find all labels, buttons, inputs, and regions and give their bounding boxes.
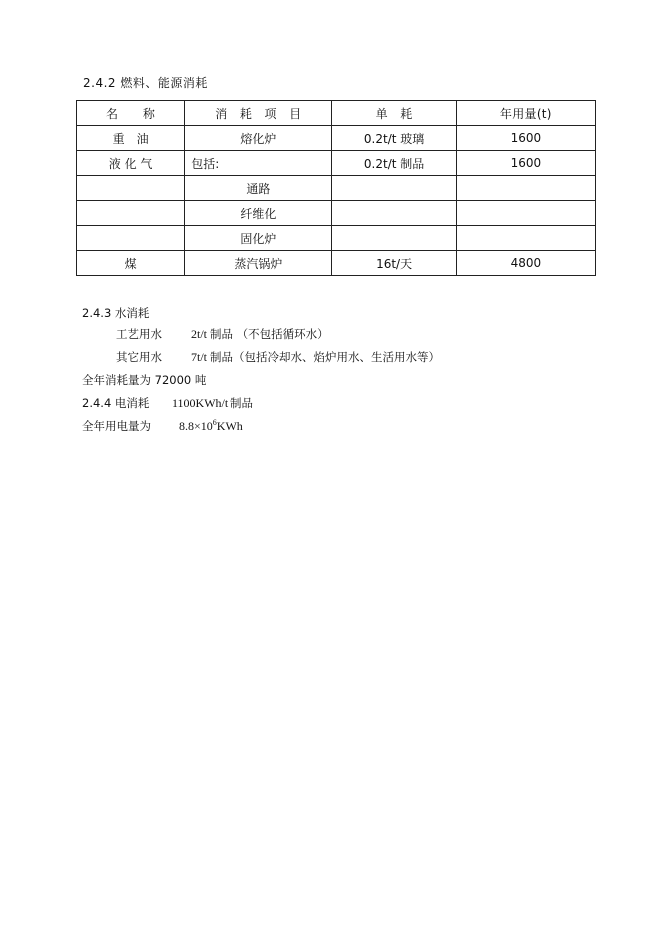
annual-electricity-exponent: 6 (212, 418, 217, 427)
table-cell: 纤维化 (185, 201, 332, 226)
table-cell: 煤 (77, 251, 185, 276)
table-header-row (77, 101, 596, 126)
table-row (77, 176, 596, 201)
table-row (77, 151, 596, 176)
table-cell: 液 化 气 (77, 151, 185, 176)
header-name: 名 称 (77, 101, 185, 126)
table-cell: 1600 (456, 151, 595, 176)
table-cell: 固化炉 (185, 226, 332, 251)
table-cell (77, 176, 185, 201)
annual-electricity-unit: KWh (216, 419, 243, 433)
table-cell: 16t/天 (332, 251, 456, 276)
fuel-consumption-table (76, 100, 596, 276)
annual-electricity-label: 全年用电量为 (82, 419, 151, 433)
table-cell: 1600 (456, 126, 595, 151)
section-heading-water: 2.4.3 水消耗 (82, 306, 150, 320)
other-water-label: 其它用水 (116, 350, 162, 364)
electricity-value: 1100KWh/t (172, 396, 229, 410)
table-cell: 0.2t/t 制品 (332, 151, 456, 176)
other-water-value: 7t/t (191, 350, 208, 364)
table-cell: 4800 (456, 251, 595, 276)
table-cell: 包括: (185, 151, 332, 176)
table-cell (77, 201, 185, 226)
table-cell (332, 201, 456, 226)
table-cell: 0.2t/t 玻璃 (332, 126, 456, 151)
table-row (77, 126, 596, 151)
annual-electricity-base: 8.8×10 (179, 419, 213, 433)
table-cell: 重 油 (77, 126, 185, 151)
annual-water-consumption: 全年消耗量为 72000 吨 (82, 373, 207, 387)
table-cell: 熔化炉 (185, 126, 332, 151)
table-cell (77, 226, 185, 251)
header-unit-consumption: 单 耗 (332, 101, 456, 126)
section-heading-fuel-energy: 2.4.2 燃料、能源消耗 (83, 76, 208, 90)
table-cell (456, 176, 595, 201)
table-row (77, 201, 596, 226)
annual-electricity-value (179, 419, 243, 434)
header-item: 消 耗 项 目 (185, 101, 332, 126)
other-water-note: 制品（包括冷却水、焰炉用水、生活用水等） (210, 350, 440, 364)
process-water-note: 制品 （不包括循环水） (210, 327, 329, 341)
table-row (77, 251, 596, 276)
table-row (77, 226, 596, 251)
process-water-value: 2t/t (191, 327, 208, 341)
table-cell: 蒸汽锅炉 (185, 251, 332, 276)
table-cell (456, 201, 595, 226)
section-heading-electricity: 2.4.4 电消耗 (82, 396, 150, 410)
electricity-unit: 制品 (230, 396, 253, 410)
table-cell (456, 226, 595, 251)
table-cell: 通路 (185, 176, 332, 201)
process-water-label: 工艺用水 (116, 327, 162, 341)
header-annual-amount: 年用量(t) (456, 101, 595, 126)
table-cell (332, 176, 456, 201)
table-cell (332, 226, 456, 251)
